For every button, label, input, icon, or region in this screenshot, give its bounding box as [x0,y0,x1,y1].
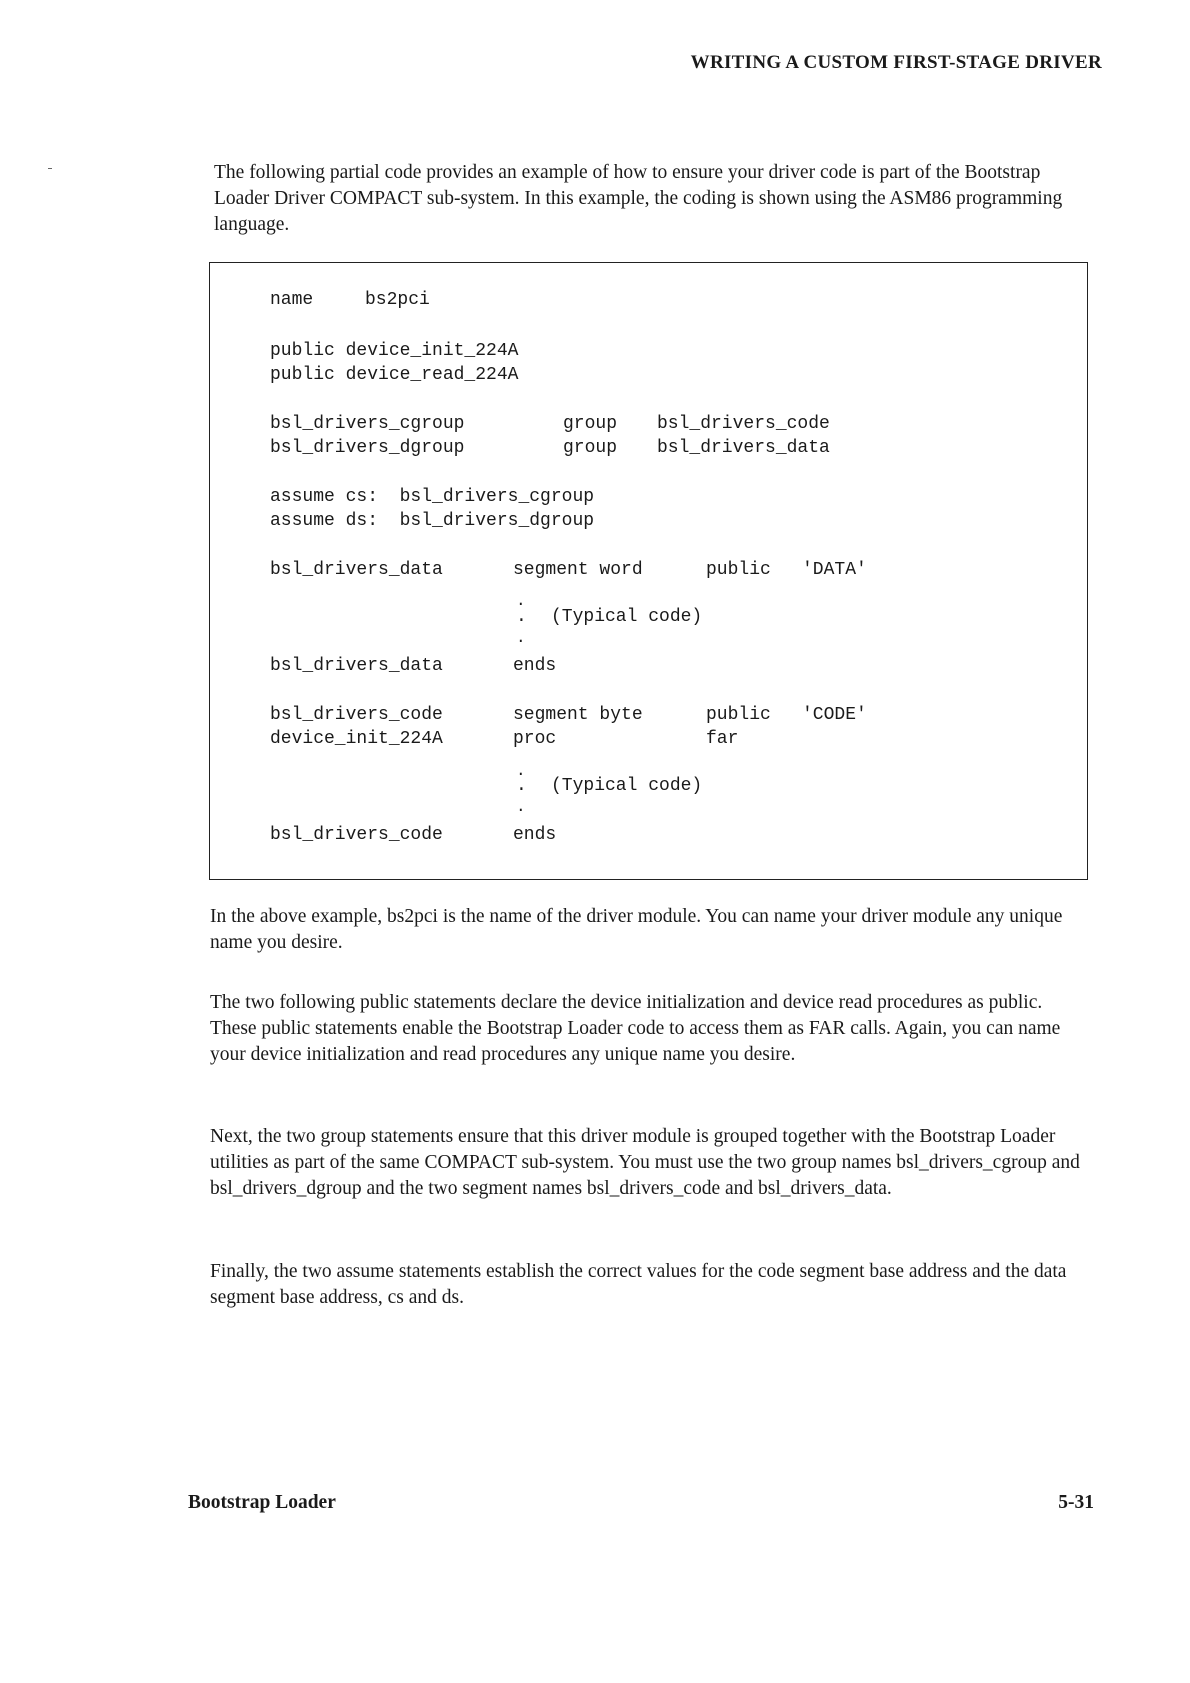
code-listing-box [209,262,1088,880]
code-code-segment-name: bsl_drivers_code [270,705,443,725]
code-data-ends-keyword: ends [513,656,557,676]
code-code-ends-keyword: ends [513,825,557,845]
paragraph-module-name: In the above example, bs2pci is the name of the driver module. You can name your driver module any unique name you desire. [210,906,1063,953]
intro-paragraph: The following partial code provides an example of how to ensure your driver code is part of the Bootstrap Loader Driver COMPACT sub-system. In this example, the coding is shown using the ASM86 programming language. [214,162,1063,235]
scan-speck [48,168,52,169]
code-ellipsis-dot: . [516,592,526,610]
code-cgroup-name: bsl_drivers_cgroup [270,414,465,434]
code-code-ends-name: bsl_drivers_code [270,825,443,845]
code-typical-code-2: (Typical code) [551,776,703,796]
code-dgroup-value: bsl_drivers_data [657,438,830,458]
paragraph-group-statements: Next, the two group statements ensure that this driver module is grouped together with the Bootstrap Loader utilities as part of the same COMPACT sub-system. You must use the two group names bsl_drivers_cgroup and bsl_drivers_dgroup and the two segment names bsl_drivers_code and bsl_drivers_data. [210,1126,1080,1199]
footer-book-title: Bootstrap Loader [188,1492,336,1513]
code-proc-keyword: proc [513,729,557,749]
code-data-segment-name: bsl_drivers_data [270,560,443,580]
code-proc-far: far [706,729,739,749]
code-public-init: public device_init_224A [270,341,519,361]
code-cgroup-keyword: group [563,414,618,434]
code-data-segment-public: public [706,560,771,580]
code-dgroup-name: bsl_drivers_dgroup [270,438,465,458]
code-typical-code-1: (Typical code) [551,607,703,627]
running-header: WRITING A CUSTOM FIRST-STAGE DRIVER [690,52,1102,73]
code-dgroup-keyword: group [563,438,618,458]
code-assume-ds: assume ds: bsl_drivers_dgroup [270,511,595,531]
code-ellipsis-dot: . [516,762,526,780]
code-data-segment-keyword: segment word [513,560,643,580]
footer-page-number: 5-31 [1058,1492,1094,1513]
code-code-segment-keyword: segment byte [513,705,643,725]
code-ellipsis-dot: . [516,629,526,647]
code-ellipsis-dot: . [516,798,526,816]
code-ellipsis-dot: . [516,776,527,796]
code-assume-cs: assume cs: bsl_drivers_cgroup [270,487,595,507]
code-data-segment-class: 'DATA' [802,560,867,580]
code-name-keyword: name [270,290,314,310]
code-ellipsis-dot: . [516,607,527,627]
code-data-ends-name: bsl_drivers_data [270,656,443,676]
paragraph-public-statements: The two following public statements declare the device initialization and device read procedures as public. These public statements enable the Bootstrap Loader code to access them as FAR calls. Again, you can name your device initialization and read procedures any unique name you desire. [210,992,1061,1065]
code-public-read: public device_read_224A [270,365,519,385]
code-cgroup-value: bsl_drivers_code [657,414,830,434]
code-module-name: bs2pci [365,290,430,310]
code-proc-name: device_init_224A [270,729,443,749]
code-code-segment-public: public [706,705,771,725]
paragraph-assume-statements: Finally, the two assume statements establish the correct values for the code segment base address and the data segment base address, cs and ds. [210,1261,1067,1308]
code-code-segment-class: 'CODE' [802,705,867,725]
